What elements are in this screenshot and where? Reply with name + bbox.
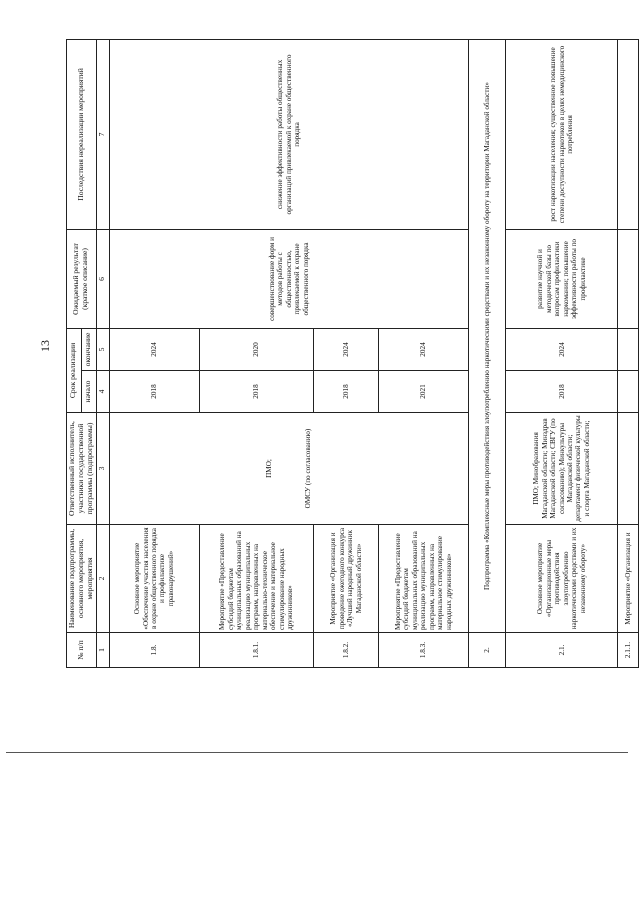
row-start: 2018 (199, 371, 314, 413)
row-end: 2024 (109, 328, 199, 370)
row-executor (109, 413, 468, 525)
column-number: 3 (96, 413, 109, 525)
row-consequences: снижение эффективности работы общественных организаций привлекаемой к охране общественного порядка (109, 39, 468, 229)
column-number: 4 (96, 371, 109, 413)
row-name: Мероприятие «Предоставление субсидий бюджетам муниципальных образований на реализацию муниципальных программ, направленных на материально-техническое обеспечение и материальное стимулирование народных дружинников» (199, 525, 314, 633)
row-start: 2018 (314, 371, 379, 413)
executor-line: ПМО; (265, 459, 274, 478)
column-number: 7 (96, 39, 109, 229)
table-header-row (67, 39, 82, 667)
row-num: 2.1. (506, 633, 618, 668)
executor-line: ОМСУ (по согласованию) (303, 428, 312, 509)
row-num: 2. (469, 633, 506, 668)
header-num: № п/п (67, 633, 97, 668)
table-row (109, 39, 199, 667)
table-row (618, 39, 639, 667)
row-name: Мероприятие «Организация и проведение ежегодного конкурса «Лучший народный дружинник Магаданской области» (314, 525, 379, 633)
row-executor: ПМО; Минобразования Магаданской области; Минздрав Магаданской области; СВГУ (по согласованию); Минкультуры Магаданской области; департамент физической культуры и спорта Магаданской области; (506, 413, 618, 525)
row-end: 2024 (506, 328, 618, 370)
header-name: Наименование подпрограммы, основного мероприятия, мероприятия (67, 525, 97, 633)
row-name: Основное мероприятие «Обеспечение участия населения в охране общественного порядка и профилактике правонарушений» (109, 525, 199, 633)
program-measures-table (66, 39, 639, 668)
row-end: 2024 (379, 328, 469, 370)
header-term: Срок реализации (67, 328, 82, 412)
header-executor: Ответственный исполнитель, участники государственной программы (подпрограммы) (67, 413, 97, 525)
column-number: 6 (96, 229, 109, 328)
row-consequences: рост наркотизации населения; существенное повышение степени доступности наркотиков в целях немедицинского потребления (506, 39, 618, 229)
rotated-table-area (66, 40, 633, 668)
row-start: 2021 (379, 371, 469, 413)
table-row (469, 39, 506, 667)
row-name: Основное мероприятие «Организационные меры противодействия злоупотреблению наркотическими средствами и их незаконному обороту» (506, 525, 618, 633)
subprogram-title: Подпрограмма «Комплексные меры противодействия злоупотреблению наркотическими средствами и их незаконному обороту на территории Магаданской области» (469, 39, 506, 632)
row-num: 1.8.3. (379, 633, 469, 668)
column-number: 5 (96, 328, 109, 370)
row-num: 2.1.1. (618, 633, 639, 668)
row-end: 2024 (314, 328, 379, 370)
page-number: 13 (38, 340, 52, 352)
empty-cell (618, 328, 639, 370)
empty-cell (618, 371, 639, 413)
row-name: Мероприятие «Организация и (618, 525, 639, 633)
column-number-row (96, 39, 109, 667)
header-result: Ожидаемый результат (краткое описание) (67, 229, 97, 328)
header-start: начало (81, 371, 96, 413)
column-number: 2 (96, 525, 109, 633)
row-result: совершенствование форм и методов работы с общественностью, привлекаемой к охране общественного порядка (109, 229, 468, 328)
row-result: развитие научной и методической базы по вопросам профилактики наркомании; повышение эффективности работы по профилактике (506, 229, 618, 328)
header-end: окончание (81, 328, 96, 370)
row-start: 2018 (506, 371, 618, 413)
row-num: 1.8.1. (199, 633, 314, 668)
page-divider-line (6, 752, 628, 753)
row-start: 2018 (109, 371, 199, 413)
empty-cell (618, 229, 639, 328)
header-consequences: Последствия нереализации мероприятий (67, 39, 97, 229)
row-name: Мероприятие «Предоставление субсидий бюджетам муниципальных образований на реализацию муниципальных программ, направленных на материальное стимулирование народных дружинников» (379, 525, 469, 633)
row-num: 1.8.2. (314, 633, 379, 668)
empty-cell (618, 39, 639, 229)
row-end: 2020 (199, 328, 314, 370)
row-num: 1.8. (109, 633, 199, 668)
table-row (506, 39, 618, 667)
column-number: 1 (96, 633, 109, 668)
empty-cell (618, 413, 639, 525)
